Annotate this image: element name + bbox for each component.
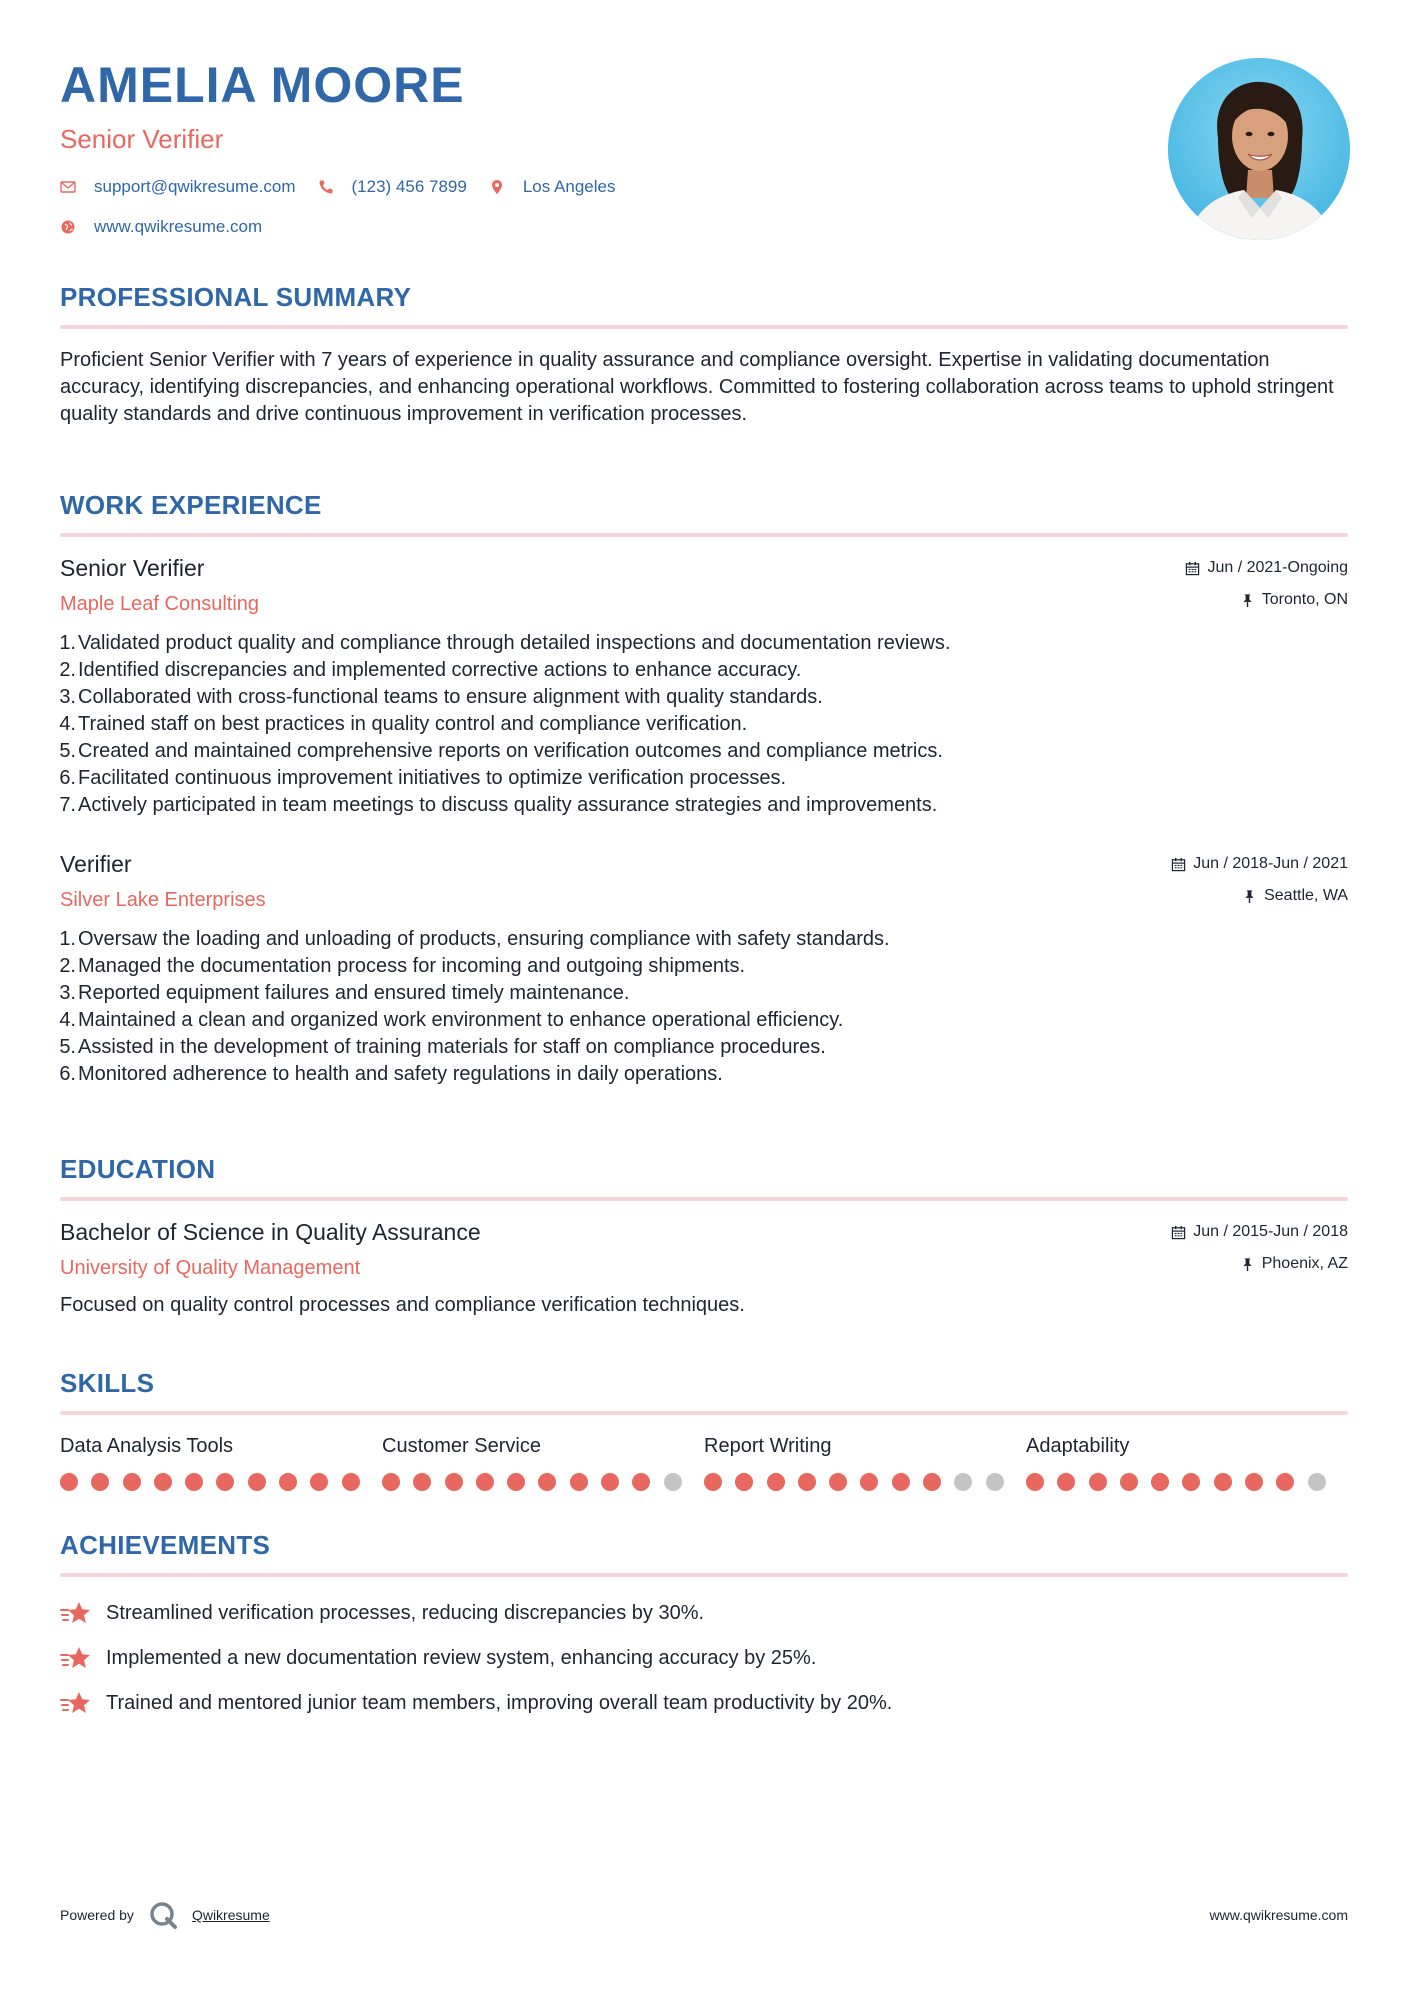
rating-dot-filled (798, 1473, 816, 1491)
rating-dot-filled (923, 1473, 941, 1491)
section-divider (60, 1573, 1348, 1577)
rating-dot-filled (382, 1473, 400, 1491)
summary-text: Proficient Senior Verifier with 7 years of experience in quality assurance and compliance oversight. Expertise in validating documentation accuracy, identifying discrepancies, and enhancing operational workflows. Committed to fostering collaboration across teams to uphold stringent quality standards and drive continuous improvement in verification processes. (60, 349, 1334, 425)
rating-dot-filled (185, 1473, 203, 1491)
degree-title: Bachelor of Science in Quality Assurance (60, 1219, 481, 1245)
job-company: Silver Lake Enterprises (60, 889, 266, 911)
rating-dot-filled (413, 1473, 431, 1491)
rating-dot-filled (342, 1473, 360, 1491)
education-description: Focused on quality control processes and compliance verification techniques. (60, 1294, 745, 1316)
pushpin-icon (1240, 593, 1255, 608)
pushpin-icon (1240, 1257, 1255, 1272)
rating-dot-empty (954, 1473, 972, 1491)
contact-phone[interactable] (318, 177, 467, 197)
list-item: 5. Assisted in the development of training materials for staff on compliance procedures. (59, 1036, 826, 1058)
calendar-icon (1185, 561, 1200, 576)
education-section (60, 1154, 1348, 1317)
rating-dot-empty (1308, 1473, 1326, 1491)
job-meta (1185, 559, 1348, 609)
list-item: 5. Created and maintained comprehensive reports on verification outcomes and compliance metrics. (59, 740, 943, 762)
contact-row (60, 177, 1348, 197)
website-text: www.qwikresume.com (94, 217, 263, 236)
job-entry (60, 555, 1348, 819)
achievement-text: Trained and mentored junior team members, improving overall team productivity by 20%. (106, 1692, 893, 1714)
skill-item (60, 1435, 382, 1491)
achievement-text: Streamlined verification processes, reducing discrepancies by 30%. (106, 1602, 705, 1624)
rating-dot-filled (279, 1473, 297, 1491)
rating-dot-filled (154, 1473, 172, 1491)
rating-dot-filled (1120, 1473, 1138, 1491)
list-item: 1. Validated product quality and compliance through detailed inspections and documentation reviews. (59, 632, 951, 654)
education-location: Phoenix, AZ (1171, 1255, 1348, 1273)
rating-dot-filled (1245, 1473, 1263, 1491)
skill-item (704, 1435, 1026, 1491)
email-text: support@qwikresume.com (94, 177, 296, 196)
rating-dot-filled (1182, 1473, 1200, 1491)
skills-row (60, 1435, 1348, 1491)
skill-name: Data Analysis Tools (60, 1435, 234, 1457)
job-bullets (60, 926, 1348, 1088)
job-entry (60, 851, 1348, 1088)
rating-dot-filled (310, 1473, 328, 1491)
skills-section (60, 1368, 1348, 1491)
list-item: 1. Oversaw the loading and unloading of products, ensuring compliance with safety standards. (59, 928, 890, 950)
rating-dot-filled (570, 1473, 588, 1491)
rating-dot-filled (601, 1473, 619, 1491)
summary-heading: PROFESSIONAL SUMMARY (60, 282, 412, 312)
job-company: Maple Leaf Consulting (60, 593, 260, 615)
skill-name: Report Writing (704, 1435, 832, 1457)
skill-name: Adaptability (1026, 1435, 1130, 1457)
education-meta (1171, 1223, 1348, 1273)
rating-dot-filled (735, 1473, 753, 1491)
star-icon (60, 1690, 92, 1718)
list-item: 2. Identified discrepancies and implemented corrective actions to enhance accuracy. (59, 659, 802, 681)
skill-rating (382, 1473, 704, 1491)
rating-dot-filled (445, 1473, 463, 1491)
list-item: 7. Actively participated in team meetings to discuss quality assurance strategies and improvements. (59, 794, 938, 816)
powered-by-label: Powered by (60, 1907, 134, 1923)
achievement-item (60, 1636, 1348, 1681)
skill-item (1026, 1435, 1348, 1491)
rating-dot-filled (1089, 1473, 1107, 1491)
skill-rating (1026, 1473, 1348, 1491)
rating-dot-filled (476, 1473, 494, 1491)
location-text: Los Angeles (522, 177, 616, 196)
rating-dot-filled (60, 1473, 78, 1491)
footer-url[interactable]: www.qwikresume.com (1209, 1907, 1348, 1923)
rating-dot-empty (986, 1473, 1004, 1491)
contact-website[interactable] (60, 217, 262, 237)
rating-dot-filled (860, 1473, 878, 1491)
calendar-icon (1171, 857, 1186, 872)
job-dates: Jun / 2021-Ongoing (1185, 559, 1348, 577)
job-bullets (60, 630, 1348, 819)
profile-photo (1168, 58, 1350, 240)
summary-section (60, 282, 1348, 428)
section-divider (60, 1411, 1348, 1415)
candidate-name: AMELIA MOORE (60, 57, 465, 113)
achievements-list (60, 1591, 1348, 1726)
school-name: University of Quality Management (60, 1257, 361, 1279)
rating-dot-filled (123, 1473, 141, 1491)
list-item: 3. Reported equipment failures and ensured timely maintenance. (59, 982, 630, 1004)
rating-dot-filled (829, 1473, 847, 1491)
rating-dot-filled (248, 1473, 266, 1491)
rating-dot-filled (91, 1473, 109, 1491)
list-item: 2. Managed the documentation process for incoming and outgoing shipments. (59, 955, 746, 977)
rating-dot-filled (892, 1473, 910, 1491)
map-pin-icon (489, 179, 505, 195)
skill-name: Customer Service (382, 1435, 541, 1457)
qwikresume-logo-icon (148, 1900, 178, 1930)
job-dates: Jun / 2018-Jun / 2021 (1171, 855, 1348, 873)
job-meta (1171, 855, 1348, 905)
rating-dot-empty (664, 1473, 682, 1491)
phone-icon (318, 179, 334, 195)
skill-item (382, 1435, 704, 1491)
qwikresume-link[interactable]: Qwikresume (191, 1907, 270, 1923)
rating-dot-filled (632, 1473, 650, 1491)
star-icon (60, 1645, 92, 1673)
rating-dot-filled (1214, 1473, 1232, 1491)
skill-rating (704, 1473, 1026, 1491)
candidate-title: Senior Verifier (60, 124, 224, 154)
envelope-icon (60, 179, 76, 195)
list-item: 4. Maintained a clean and organized work environment to enhance operational efficiency. (59, 1009, 844, 1031)
education-entry (60, 1219, 1348, 1317)
achievement-item (60, 1591, 1348, 1636)
rating-dot-filled (216, 1473, 234, 1491)
footer (60, 1900, 1348, 1930)
list-item: 3. Collaborated with cross-functional teams to ensure alignment with quality standards. (59, 686, 823, 708)
achievements-section (60, 1530, 1348, 1726)
rating-dot-filled (507, 1473, 525, 1491)
rating-dot-filled (1151, 1473, 1169, 1491)
experience-heading: WORK EXPERIENCE (60, 490, 322, 520)
achievement-text: Implemented a new documentation review system, enhancing accuracy by 25%. (106, 1647, 817, 1669)
rating-dot-filled (538, 1473, 556, 1491)
contact-location (489, 177, 616, 197)
section-divider (60, 533, 1348, 537)
pushpin-icon (1242, 889, 1257, 904)
contact-email[interactable] (60, 177, 296, 197)
section-divider (60, 1197, 1348, 1201)
section-divider (60, 325, 1348, 329)
job-title: Senior Verifier (60, 555, 205, 581)
phone-text: (123) 456 7899 (351, 177, 467, 196)
job-location: Seattle, WA (1171, 887, 1348, 905)
contact-row-website (60, 217, 1348, 237)
list-item: 6. Facilitated continuous improvement initiatives to optimize verification processes. (59, 767, 787, 789)
calendar-icon (1171, 1225, 1186, 1240)
resume-header (60, 57, 1348, 237)
education-heading: EDUCATION (60, 1154, 216, 1184)
list-item: 4. Trained staff on best practices in quality control and compliance verification. (59, 713, 748, 735)
rating-dot-filled (1026, 1473, 1044, 1491)
job-title: Verifier (60, 851, 132, 877)
achievement-item (60, 1681, 1348, 1726)
skill-rating (60, 1473, 382, 1491)
list-item: 6. Monitored adherence to health and safety regulations in daily operations. (59, 1063, 723, 1085)
rating-dot-filled (767, 1473, 785, 1491)
skills-heading: SKILLS (60, 1368, 155, 1398)
job-location: Toronto, ON (1185, 591, 1348, 609)
rating-dot-filled (1057, 1473, 1075, 1491)
achievements-heading: ACHIEVEMENTS (60, 1530, 271, 1560)
globe-icon (60, 219, 76, 235)
star-icon (60, 1600, 92, 1628)
experience-section (60, 490, 1348, 1088)
rating-dot-filled (704, 1473, 722, 1491)
education-dates: Jun / 2015-Jun / 2018 (1171, 1223, 1348, 1241)
rating-dot-filled (1276, 1473, 1294, 1491)
